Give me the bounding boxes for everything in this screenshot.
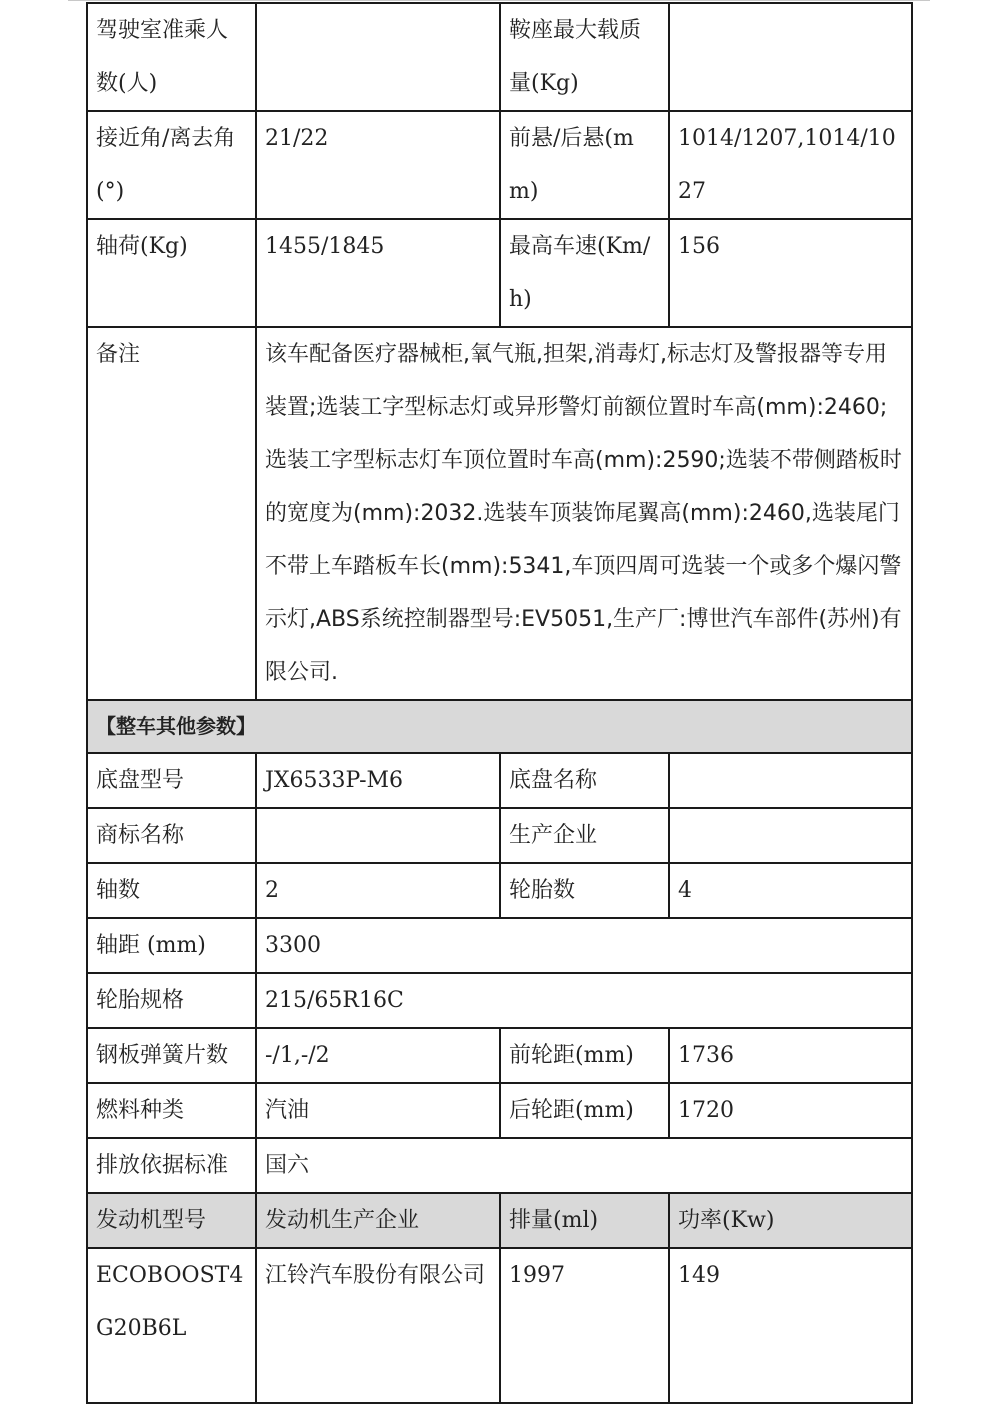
engine-maker-header: 发动机生产企业 [256, 1193, 500, 1248]
maker-label: 生产企业 [500, 808, 669, 863]
wheelbase-value: 3300 [256, 918, 912, 973]
cab-seats-label: 驾驶室准乘人数(人) [87, 3, 256, 111]
chassis-model-label: 底盘型号 [87, 753, 256, 808]
axles-label: 轴数 [87, 863, 256, 918]
table-row [87, 808, 912, 863]
section-header-row [87, 700, 912, 753]
emission-value: 国六 [256, 1138, 912, 1193]
axle-load-value: 1455/1845 [256, 219, 500, 327]
rear-track-value: 1720 [669, 1083, 912, 1138]
overhang-value: 1014/1207,1014/1027 [669, 111, 912, 219]
power-header: 功率(Kw) [669, 1193, 912, 1248]
tire-spec-value: 215/65R16C [256, 973, 912, 1028]
table-row [87, 973, 912, 1028]
saddle-load-label: 鞍座最大载质量(Kg) [500, 3, 669, 111]
chassis-model-value: JX6533P-M6 [256, 753, 500, 808]
section-title: 【整车其他参数】 [87, 700, 912, 753]
table-row [87, 111, 912, 219]
engine-maker-value: 江铃汽车股份有限公司 [256, 1248, 500, 1403]
front-track-value: 1736 [669, 1028, 912, 1083]
brand-value [256, 808, 500, 863]
engine-model-header: 发动机型号 [87, 1193, 256, 1248]
table-row [87, 753, 912, 808]
table-row [87, 219, 912, 327]
table-row [87, 1028, 912, 1083]
chassis-name-label: 底盘名称 [500, 753, 669, 808]
table-row [87, 1138, 912, 1193]
fuel-value: 汽油 [256, 1083, 500, 1138]
max-speed-value: 156 [669, 219, 912, 327]
engine-model-value: ECOBOOST4G20B6L [87, 1248, 256, 1403]
chassis-name-value [669, 753, 912, 808]
maker-value [669, 808, 912, 863]
brand-label: 商标名称 [87, 808, 256, 863]
emission-label: 排放依据标准 [87, 1138, 256, 1193]
remark-label: 备注 [87, 327, 256, 700]
angle-value: 21/22 [256, 111, 500, 219]
fuel-label: 燃料种类 [87, 1083, 256, 1138]
table-row [87, 1083, 912, 1138]
angle-label: 接近角/离去角(°) [87, 111, 256, 219]
table-row [87, 3, 912, 111]
tires-label: 轮胎数 [500, 863, 669, 918]
table-row [87, 863, 912, 918]
table-row [87, 327, 912, 700]
max-speed-label: 最高车速(Km/h) [500, 219, 669, 327]
engine-data-row [87, 1248, 912, 1403]
leaf-spring-value: -/1,-/2 [256, 1028, 500, 1083]
axles-value: 2 [256, 863, 500, 918]
displacement-header: 排量(ml) [500, 1193, 669, 1248]
displacement-value: 1997 [500, 1248, 669, 1403]
tire-spec-label: 轮胎规格 [87, 973, 256, 1028]
tires-value: 4 [669, 863, 912, 918]
engine-header-row [87, 1193, 912, 1248]
cab-seats-value [256, 3, 500, 111]
wheelbase-label: 轴距 (mm) [87, 918, 256, 973]
front-track-label: 前轮距(mm) [500, 1028, 669, 1083]
overhang-label: 前悬/后悬(mm) [500, 111, 669, 219]
remark-value: 该车配备医疗器械柜,氧气瓶,担架,消毒灯,标志灯及警报器等专用装置;选装工字型标志灯或异形警灯前额位置时车高(mm):2460;选装工字型标志灯车顶位置时车高(mm):2590;选装不带侧踏板时的宽度为(mm):2032.选装车顶装饰尾翼高(mm):2460,选装尾门不带上车踏板车长(mm):5341,车顶四周可选装一个或多个爆闪警示灯,ABS系统控制器型号:EV5051,生产厂:博世汽车部件(苏州)有限公司. [256, 327, 912, 700]
leaf-spring-label: 钢板弹簧片数 [87, 1028, 256, 1083]
power-value: 149 [669, 1248, 912, 1403]
saddle-load-value [669, 3, 912, 111]
vehicle-spec-table [86, 2, 913, 1404]
axle-load-label: 轴荷(Kg) [87, 219, 256, 327]
table-row [87, 918, 912, 973]
rear-track-label: 后轮距(mm) [500, 1083, 669, 1138]
